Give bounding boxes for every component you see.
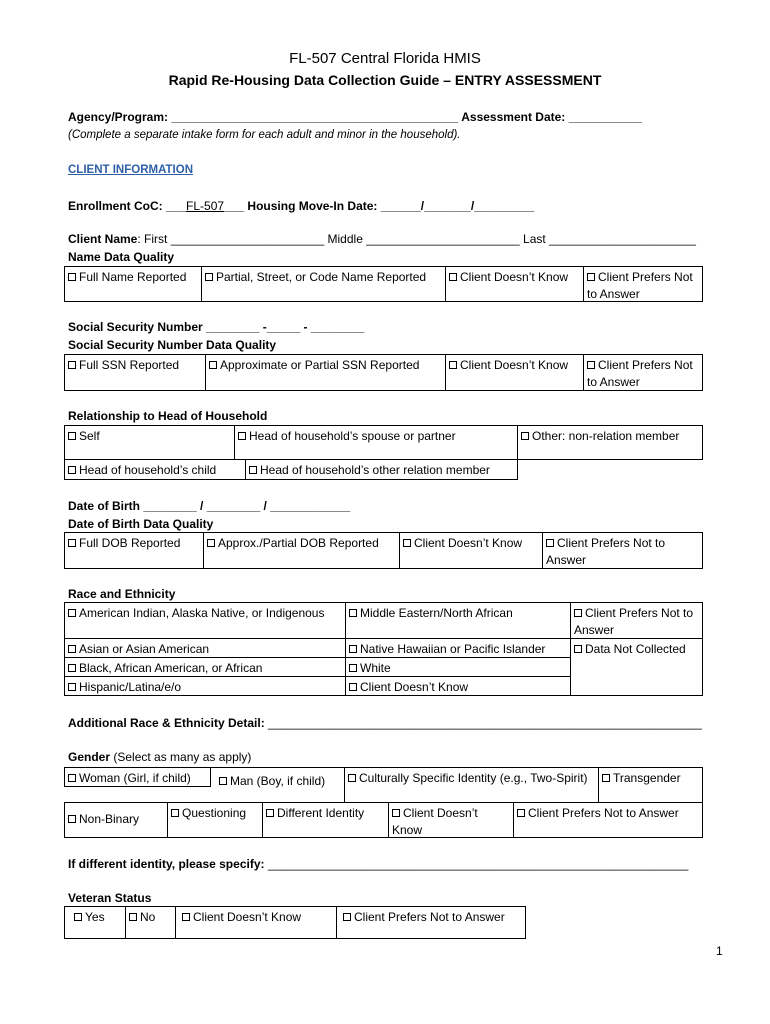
checkbox-icon[interactable] [74, 913, 82, 921]
dob-dq-heading: Date of Birth Data Quality [68, 517, 214, 531]
agency-blank[interactable]: ___________________________________________ [171, 110, 459, 124]
checkbox-icon[interactable] [602, 774, 610, 782]
option-label: Client Doesn’t Know [360, 680, 469, 694]
checkbox-icon[interactable] [574, 645, 582, 653]
race-white[interactable] [345, 657, 571, 677]
option-label: Questioning [182, 806, 247, 820]
ssn-label[interactable]: Social Security Number ________ -_____ - ________ [68, 320, 365, 334]
veteran-no[interactable] [125, 906, 176, 939]
checkbox-icon[interactable] [349, 664, 357, 672]
option-label: White [360, 661, 391, 675]
client-name-fields[interactable]: : First _______________________ Middle _______________________ Last ______________________ [137, 232, 696, 246]
race-black[interactable] [64, 657, 346, 677]
dob-dq-doesnt-know[interactable] [399, 532, 543, 569]
client-name-line[interactable] [68, 232, 696, 246]
option-label: Approx./Partial DOB Reported [218, 536, 379, 550]
option-label: Data Not Collected [585, 642, 686, 656]
enrollment-line [68, 199, 534, 213]
checkbox-icon[interactable] [171, 809, 179, 817]
relationship-other-relation[interactable] [245, 459, 518, 480]
gender-non-binary[interactable] [64, 802, 168, 838]
gender-specify-label: If different identity, please specify: [68, 857, 268, 871]
name-dq-heading: Name Data Quality [68, 250, 175, 264]
race-prefers-not[interactable] [570, 602, 703, 639]
race-hispanic[interactable] [64, 676, 346, 696]
checkbox-icon[interactable] [182, 913, 190, 921]
option-label: Head of household’s spouse or partner [249, 429, 456, 443]
checkbox-icon[interactable] [68, 539, 76, 547]
checkbox-icon[interactable] [587, 273, 595, 281]
veteran-doesnt-know[interactable] [175, 906, 337, 939]
option-label: Yes [85, 910, 105, 924]
agency-line [68, 110, 642, 124]
option-label: Client Prefers Not to Answer [587, 270, 693, 301]
checkbox-icon[interactable] [349, 645, 357, 653]
checkbox-icon[interactable] [249, 466, 257, 474]
option-label: American Indian, Alaska Native, or Indigenous [79, 606, 325, 620]
client-name-label: Client Name [68, 232, 138, 246]
option-label: Non-Binary [79, 812, 140, 826]
name-dq-full[interactable] [64, 266, 202, 302]
checkbox-icon[interactable] [521, 432, 529, 440]
race-middle-eastern[interactable] [345, 602, 571, 639]
race-native-hawaiian[interactable] [345, 638, 571, 658]
option-label: Asian or Asian American [79, 642, 210, 656]
option-label: Different Identity [277, 806, 365, 820]
dob-label[interactable]: Date of Birth ________ / ________ / ____________ [68, 499, 351, 513]
checkbox-icon[interactable] [209, 361, 217, 369]
checkbox-icon[interactable] [403, 539, 411, 547]
checkbox-icon[interactable] [68, 774, 76, 782]
race-heading: Race and Ethnicity [68, 587, 176, 601]
option-label: Full Name Reported [79, 270, 187, 284]
gender-heading: Gender [68, 750, 111, 764]
dob-dq-partial[interactable] [203, 532, 400, 569]
option-label: Client Doesn’t Know [414, 536, 523, 550]
option-label: Transgender [613, 771, 681, 785]
enrollment-post: ___ [224, 199, 245, 213]
gender-note: (Select as many as apply) [110, 750, 252, 764]
client-info-heading[interactable]: CLIENT INFORMATION [68, 164, 193, 176]
ssn-dq-doesnt-know[interactable] [445, 354, 584, 391]
veteran-heading: Veteran Status [68, 891, 152, 905]
option-label: Client Doesn’t Know [193, 910, 302, 924]
gender-prefers-not[interactable] [513, 802, 703, 838]
race-american-indian[interactable] [64, 602, 346, 639]
checkbox-icon[interactable] [349, 683, 357, 691]
relationship-self[interactable] [64, 425, 235, 460]
option-label: Woman (Girl, if child) [79, 771, 191, 785]
option-label: Partial, Street, or Code Name Reported [216, 270, 427, 284]
enrollment-pre: ___ [166, 199, 187, 213]
option-label: No [140, 910, 156, 924]
checkbox-icon[interactable] [349, 609, 357, 617]
option-label: Client Doesn’t Know [392, 806, 478, 837]
gender-specify-line[interactable] [68, 857, 688, 871]
ssn-dq-prefers-not[interactable] [583, 354, 703, 391]
checkbox-icon[interactable] [68, 609, 76, 617]
checkbox-icon[interactable] [68, 432, 76, 440]
form-subtitle: Rapid Re-Housing Data Collection Guide – ENTRY ASSESSMENT [168, 72, 602, 88]
checkbox-icon[interactable] [129, 913, 137, 921]
race-additional-label: Additional Race & Ethnicity Detail: [68, 716, 269, 730]
name-dq-prefers-not[interactable] [583, 266, 703, 302]
checkbox-icon[interactable] [546, 539, 554, 547]
option-label: Approximate or Partial SSN Reported [220, 358, 420, 372]
checkbox-icon[interactable] [517, 809, 525, 817]
gender-culturally-specific[interactable] [344, 767, 599, 803]
option-label: Self [79, 429, 100, 443]
checkbox-icon[interactable] [219, 777, 227, 785]
option-label: Hispanic/Latina/e/o [79, 680, 182, 694]
option-label: Client Prefers Not to Answer [528, 806, 679, 820]
option-label: Client Doesn’t Know [460, 358, 569, 372]
ssn-dq-full[interactable] [64, 354, 206, 391]
veteran-prefers-not[interactable] [336, 906, 526, 939]
agency-label: Agency/Program: [68, 110, 172, 124]
veteran-yes[interactable] [64, 906, 126, 939]
name-dq-doesnt-know[interactable] [445, 266, 584, 302]
checkbox-icon[interactable] [68, 645, 76, 653]
checkbox-icon[interactable] [68, 466, 76, 474]
checkbox-icon[interactable] [587, 361, 595, 369]
relationship-other[interactable] [517, 425, 703, 460]
relationship-child[interactable] [64, 459, 246, 480]
dob-dq-full[interactable] [64, 532, 204, 569]
name-dq-partial[interactable] [201, 266, 446, 302]
checkbox-icon[interactable] [574, 609, 582, 617]
ssn-dq-partial[interactable] [205, 354, 446, 391]
option-label: Client Prefers Not to Answer [574, 606, 694, 637]
relationship-spouse[interactable] [234, 425, 518, 460]
race-doesnt-know[interactable] [345, 676, 571, 696]
option-label: Client Prefers Not to Answer [587, 358, 693, 389]
dob-dq-prefers-not[interactable] [542, 532, 703, 569]
option-label: Culturally Specific Identity (e.g., Two-Spirit) [359, 771, 588, 785]
option-label: Head of household’s other relation member [260, 463, 490, 477]
checkbox-icon[interactable] [68, 815, 76, 823]
move-in-date-blank[interactable]: ______/_______/_________ [380, 199, 535, 213]
checkbox-icon[interactable] [205, 273, 213, 281]
checkbox-icon[interactable] [68, 664, 76, 672]
gender-woman[interactable] [64, 767, 211, 787]
option-label: Client Doesn’t Know [460, 270, 569, 284]
checkbox-icon[interactable] [449, 273, 457, 281]
checkbox-icon[interactable] [238, 432, 246, 440]
checkbox-icon[interactable] [348, 774, 356, 782]
option-label: Other: non-relation member [532, 429, 680, 443]
ssn-dq-heading: Social Security Number Data Quality [68, 338, 277, 352]
checkbox-icon[interactable] [68, 683, 76, 691]
checkbox-icon[interactable] [68, 361, 76, 369]
gender-questioning[interactable] [167, 802, 263, 838]
checkbox-icon[interactable] [392, 809, 400, 817]
option-label: Man (Boy, if child) [230, 774, 326, 788]
gender-heading-line [68, 750, 251, 764]
option-label: Client Prefers Not to Answer [546, 536, 666, 567]
gender-different-identity[interactable] [262, 802, 389, 838]
page-number: 1 [716, 944, 723, 958]
relationship-heading: Relationship to Head of Household [68, 409, 268, 423]
checkbox-icon[interactable] [68, 273, 76, 281]
option-label: Middle Eastern/North African [360, 606, 513, 620]
gender-doesnt-know[interactable] [388, 802, 514, 838]
gender-specify-blank[interactable]: _______________________________________________________________ [267, 857, 689, 871]
move-in-date-label: Housing Move-In Date: [244, 199, 381, 213]
checkbox-icon[interactable] [343, 913, 351, 921]
checkbox-icon[interactable] [207, 539, 215, 547]
race-additional-blank[interactable]: _________________________________________________________________ [268, 716, 702, 730]
gender-transgender[interactable] [598, 767, 703, 803]
option-label: Client Prefers Not to Answer [354, 910, 505, 924]
assessment-date-label: Assessment Date: [458, 110, 569, 124]
race-asian[interactable] [64, 638, 346, 658]
option-label: Full SSN Reported [79, 358, 180, 372]
option-label: Native Hawaiian or Pacific Islander [360, 642, 546, 656]
option-label: Full DOB Reported [79, 536, 181, 550]
checkbox-icon[interactable] [266, 809, 274, 817]
checkbox-icon[interactable] [449, 361, 457, 369]
form-title: FL-507 Central Florida HMIS [289, 50, 481, 67]
race-not-collected[interactable] [570, 638, 703, 696]
option-label: Black, African American, or African [79, 661, 263, 675]
enrollment-coc-label: Enrollment CoC: [68, 199, 166, 213]
option-label: Head of household’s child [79, 463, 217, 477]
instructions: (Complete a separate intake form for each adult and minor in the household). [68, 129, 461, 141]
enrollment-coc-value[interactable]: FL-507 [186, 199, 225, 213]
gender-man[interactable] [210, 767, 345, 803]
race-additional-line[interactable] [68, 716, 702, 730]
assessment-date-blank[interactable]: ___________ [568, 110, 643, 124]
